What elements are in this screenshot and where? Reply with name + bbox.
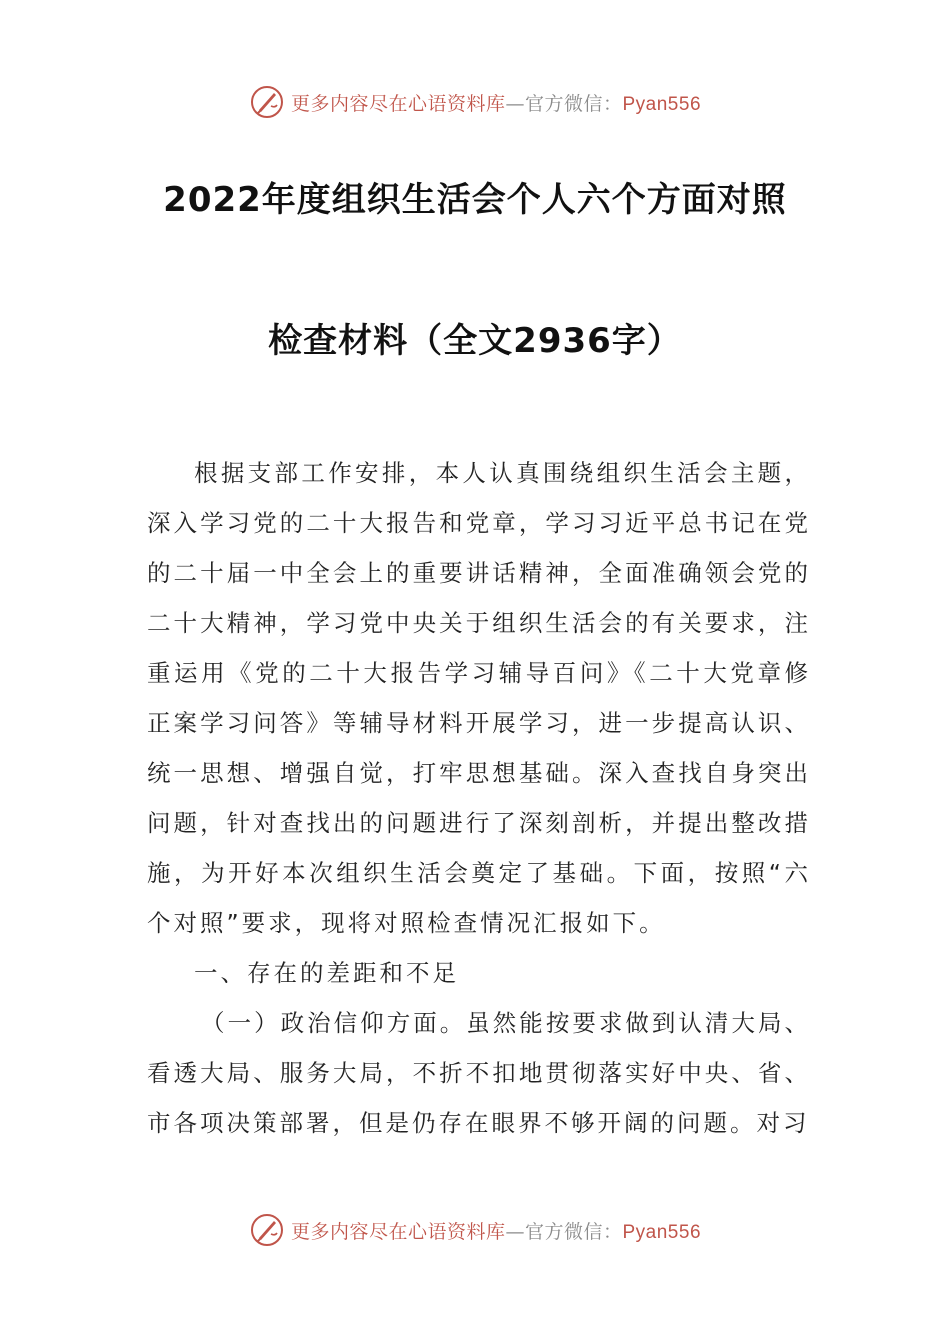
watermark-label: 官方微信： — [524, 1220, 623, 1243]
watermark-site-text: 更多内容尽在心语资料库 — [290, 1220, 506, 1243]
document-body — [147, 448, 811, 1148]
watermark-text — [291, 89, 701, 116]
intro-paragraph: 根据支部工作安排，本人认真围绕组织生活会主题，深入学习党的二十大报告和党章，学习习近平总书记在党的二十届一中全会上的重要讲话精神，全面准确领会党的二十大精神，学习党中央关于组织生活会的有关要求，注重运用《党的二十大报告学习辅导百问》《二十大党章修正案学习问答》等辅导材料开展学习，进一步提高认识、统一思想、增强自觉，打牢思想基础。深入查找自身突出问题，针对查找出的问题进行了深刻剖析，并提出整改措施，为开好本次组织生活会奠定了基础。下面，按照“六个对照”要求，现将对照检查情况汇报如下。 — [147, 459, 811, 937]
watermark-separator: — — [505, 92, 525, 115]
quill-logo-icon — [249, 1212, 285, 1248]
document-title-line-2: 检查材料（全文2936字） — [268, 321, 682, 361]
document-title-line-1: 2022年度组织生活会个人六个方面对照 — [163, 180, 787, 220]
watermark-text — [291, 1217, 701, 1244]
quill-logo-icon — [249, 84, 285, 120]
watermark-header — [0, 82, 950, 122]
watermark-site-text: 更多内容尽在心语资料库 — [290, 92, 506, 115]
watermark-wechat-id: Pyan556 — [622, 1221, 702, 1243]
political-belief-paragraph: （一）政治信仰方面。虽然能按要求做到认清大局、看透大局、服务大局，不折不扣地贯彻落实好中央、省、市各项决策部署，但是仍存在眼界不够开阔的问题。对习 — [147, 1009, 811, 1137]
watermark-wechat-id: Pyan556 — [622, 93, 702, 115]
watermark-footer — [0, 1210, 950, 1250]
section-heading-1: 一、存在的差距和不足 — [194, 959, 459, 987]
watermark-separator: — — [505, 1220, 525, 1243]
watermark-label: 官方微信： — [524, 92, 623, 115]
